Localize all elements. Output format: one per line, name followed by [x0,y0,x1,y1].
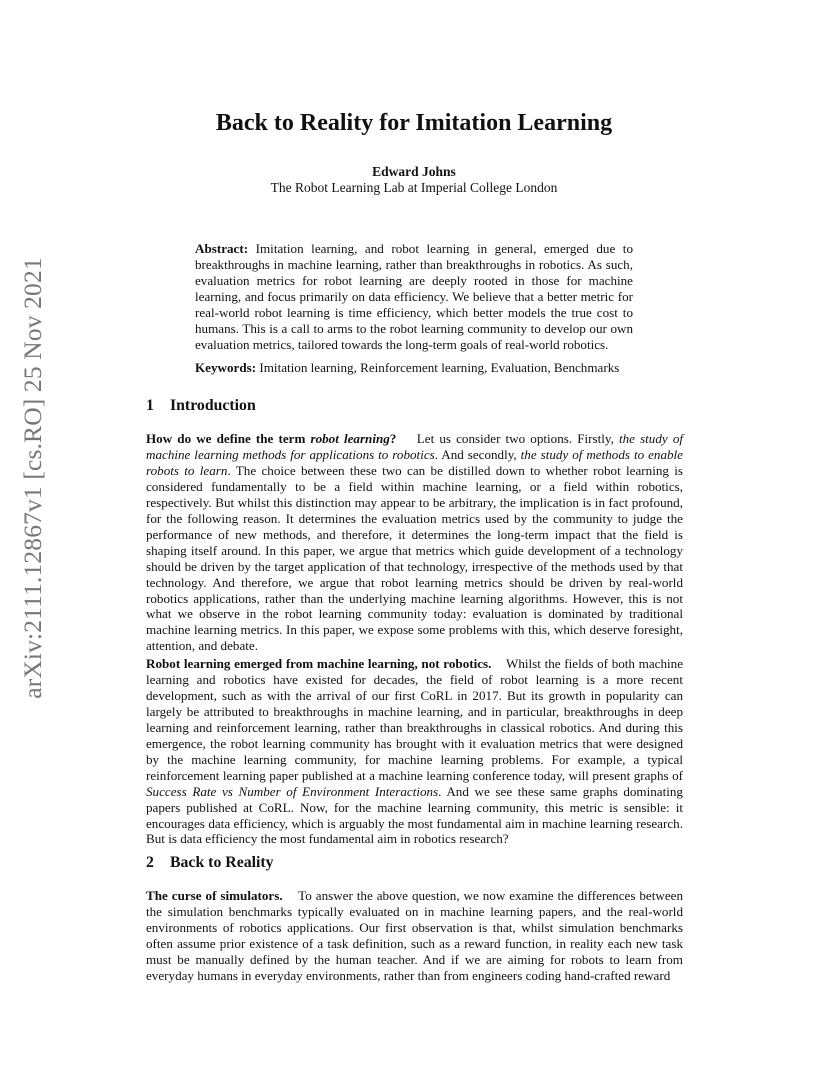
section-heading-introduction [146,397,256,415]
paragraph-define-robot-learning: How do we define the term robot learning? Let us consider two options. Firstly, the study of machine learning methods for applications to robotics. And secondly, the study of methods to enable robots to learn. The choice between these two can be distilled down to whether robot learning is considered fundamentally to be a field within machine learning, or a field within robotics, respectively. But whilst this distinction may appear to be arbitrary, the implication is in fact profound, for the following reason. It determines the evaluation metrics used by the community to judge the performance of new methods, and therefore, it determines the long-term impact that the field is shaping itself around. In this paper, we argue that metrics which guide development of a technology should be driven by the target application of that technology, irrespective of the methods used by that technology. And therefore, we argue that robot learning metrics should be driven by real-world robotics applications, rather than the underlying machine learning algorithms. However, this is not what we observe in the robot learning community today: evaluation is dominated by traditional machine learning metrics. In this paper, we expose some problems with this, which deserve foresight, attention, and debate. [146,431,684,654]
section-number: 2 [146,854,154,871]
paragraph-lead: Robot learning emerged from machine learning, not robotics. [146,656,492,671]
section-heading-back-to-reality [146,854,274,872]
arxiv-stamp-text: arXiv:2111.12867v1 [cs.RO] 25 Nov 2021 [18,257,47,699]
abstract [195,241,633,353]
keywords-text: Imitation learning, Reinforcement learning, Evaluation, Benchmarks [259,360,620,375]
section-title: Introduction [170,397,256,414]
paragraph-robot-learning-emerged: Robot learning emerged from machine learning, not robotics. Whilst the fields of both machine learning and robotics have existed for decades, the field of robot learning is a more recent development, such as with the arrival of our first CoRL in 2017. But its growth in popularity can largely be attributed to breakthroughs in machine learning, and in particular, breakthroughs in deep learning and reinforcement learning, rather than breakthroughs in classical robotics. And during this emergence, the robot learning community has brought with it evaluation metrics that were designed by the machine learning community, for machine learning problems. For example, a typical reinforcement learning paper published at a machine learning conference today, will present graphs of Success Rate vs Number of Environment Interactions. And we see these same graphs dominating papers published at CoRL. Now, for the machine learning community, this metric is sensible: it encourages data efficiency, which is arguably the most fundamental aim in machine learning research. But is data efficiency the most fundamental aim in robotics research? [146,656,684,847]
section-number: 1 [146,397,154,414]
keywords-label: Keywords: [195,360,257,375]
paragraph-lead: The curse of simulators. [146,888,283,903]
abstract-text: Imitation learning, and robot learning in general, emerged due to breakthroughs in machine learning, rather than breakthroughs in robotics. As such, evaluation metrics for robot learning are deeply rooted in those for machine learning, and focus primarily on data efficiency. We believe that a better metric for real-world robot learning is time efficiency, which better models the true cost to humans. This is a call to arms to the robot learning community to develop our own evaluation metrics, tailored towards the long-term goals of real-world robotics. [195,241,633,352]
paper-title: Back to Reality for Imitation Learning [215,110,613,136]
section-title: Back to Reality [170,854,274,871]
paragraph-lead: How do we define the term robot learning? [146,431,397,446]
abstract-label: Abstract: [195,241,249,256]
author-affiliation: The Robot Learning Lab at Imperial College London [270,180,558,195]
arxiv-stamp [8,257,58,699]
keywords [195,360,655,376]
paragraph-curse-of-simulators: The curse of simulators. To answer the above question, we now examine the differences between the simulation benchmarks typically evaluated on in machine learning papers, and the real-world environments of robotics applications. Our first observation is that, whilst simulation benchmarks often assume prior existence of a task definition, such as a reward function, in reality each new task must be manually defined by the human teacher. And if we are aiming for robots to learn from everyday humans in everyday environments, rather than from engineers coding hand-crafted reward [146,888,683,983]
author-name: Edward Johns [372,164,456,179]
